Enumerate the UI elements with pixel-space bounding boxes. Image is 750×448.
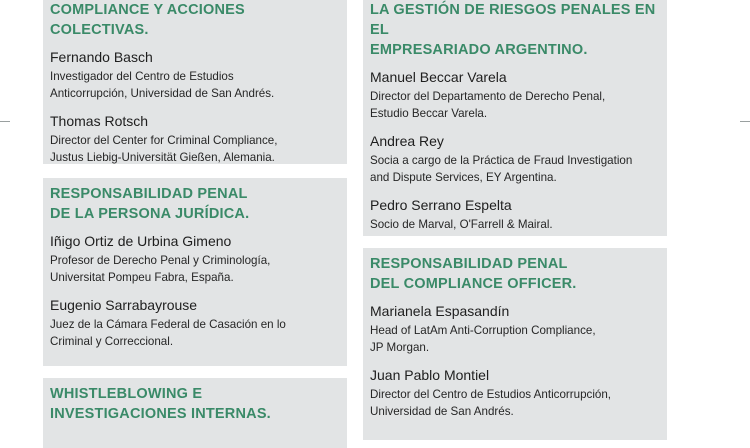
speaker-role-line: JP Morgan. bbox=[370, 340, 430, 354]
speaker-name: Manuel Beccar Varela bbox=[370, 69, 507, 85]
section-gestion-riesgos-penales bbox=[363, 0, 667, 236]
section-whistleblowing bbox=[43, 378, 347, 448]
speaker-role-line: Juez de la Cámara Federal de Casación en lo bbox=[50, 318, 286, 331]
section-title bbox=[50, 0, 340, 40]
speaker-entry bbox=[50, 112, 340, 164]
speaker-role-line: Head of LatAm Anti-Corruption Compliance, bbox=[370, 324, 596, 337]
section-title-line: EMPRESARIADO ARGENTINO. bbox=[370, 42, 588, 58]
section-title bbox=[370, 0, 660, 60]
speaker-role-line: Director del Center for Criminal Compliance, bbox=[50, 134, 278, 147]
speaker-role-line: Socia a cargo de la Práctica de Fraud Investigation bbox=[370, 154, 633, 167]
section-title-line: DEL COMPLIANCE OFFICER. bbox=[370, 276, 577, 292]
speaker-entry bbox=[370, 366, 660, 420]
speaker-role-line: and Dispute Services, EY Argentina. bbox=[370, 170, 557, 184]
speaker-role-line: Universidad de San Andrés. bbox=[370, 404, 514, 418]
section-title bbox=[50, 184, 340, 224]
speaker-role-line: Anticorrupción, Universidad de San Andrés. bbox=[50, 86, 275, 100]
right-edge-mark bbox=[740, 121, 750, 122]
section-title-line: INVESTIGACIONES INTERNAS. bbox=[50, 406, 271, 422]
speaker-name: Eugenio Sarrabayrouse bbox=[50, 297, 198, 313]
speaker-name: Marianela Espasandín bbox=[370, 303, 510, 319]
speaker-entry bbox=[370, 196, 660, 234]
section-title-line: RESPONSABILIDAD PENAL bbox=[370, 256, 568, 272]
left-edge-mark bbox=[0, 121, 10, 122]
speaker-name: Fernando Basch bbox=[50, 49, 153, 65]
speaker-entry bbox=[370, 132, 660, 186]
speaker-name: Andrea Rey bbox=[370, 133, 444, 149]
speaker-name: Pedro Serrano Espelta bbox=[370, 197, 512, 213]
speaker-role-line: Universitat Pompeu Fabra, España. bbox=[50, 270, 234, 284]
speaker-name: Thomas Rotsch bbox=[50, 113, 149, 129]
speaker-entry bbox=[370, 68, 660, 122]
speaker-name: Juan Pablo Montiel bbox=[370, 367, 490, 383]
speaker-entry bbox=[370, 302, 660, 356]
speaker-role-line: Justus Liebig-Universität Gießen, Alemania. bbox=[50, 150, 275, 164]
speaker-entry bbox=[50, 232, 340, 286]
speaker-role-line: Estudio Beccar Varela. bbox=[370, 106, 488, 120]
speaker-role-line: Investigador del Centro de Estudios bbox=[50, 70, 234, 83]
section-title bbox=[370, 254, 660, 294]
speaker-role-line: Socio de Marval, O'Farrell & Mairal. bbox=[370, 218, 553, 231]
section-title-line: COMPLIANCE Y ACCIONES COLECTIVAS. bbox=[50, 2, 245, 38]
section-responsabilidad-persona-juridica bbox=[43, 178, 347, 366]
section-responsabilidad-compliance-officer bbox=[363, 248, 667, 440]
speaker-entry bbox=[50, 296, 340, 350]
section-compliance-acciones-colectivas bbox=[43, 0, 347, 164]
speaker-role-line: Director del Centro de Estudios Anticorrupción, bbox=[370, 388, 612, 401]
section-title-line: DE LA PERSONA JURÍDICA. bbox=[50, 206, 250, 222]
speaker-role-line: Profesor de Derecho Penal y Criminología, bbox=[50, 254, 271, 267]
section-title-line: RESPONSABILIDAD PENAL bbox=[50, 186, 248, 202]
section-title-line: LA GESTIÓN DE RIESGOS PENALES EN EL bbox=[370, 2, 656, 38]
speaker-role-line: Director del Departamento de Derecho Penal, bbox=[370, 90, 606, 103]
speaker-entry bbox=[50, 48, 340, 102]
section-title-line: WHISTLEBLOWING E bbox=[50, 386, 203, 402]
section-title bbox=[50, 384, 340, 424]
speaker-name: Iñigo Ortiz de Urbina Gimeno bbox=[50, 233, 232, 249]
speaker-role-line: Criminal y Correccional. bbox=[50, 334, 174, 348]
